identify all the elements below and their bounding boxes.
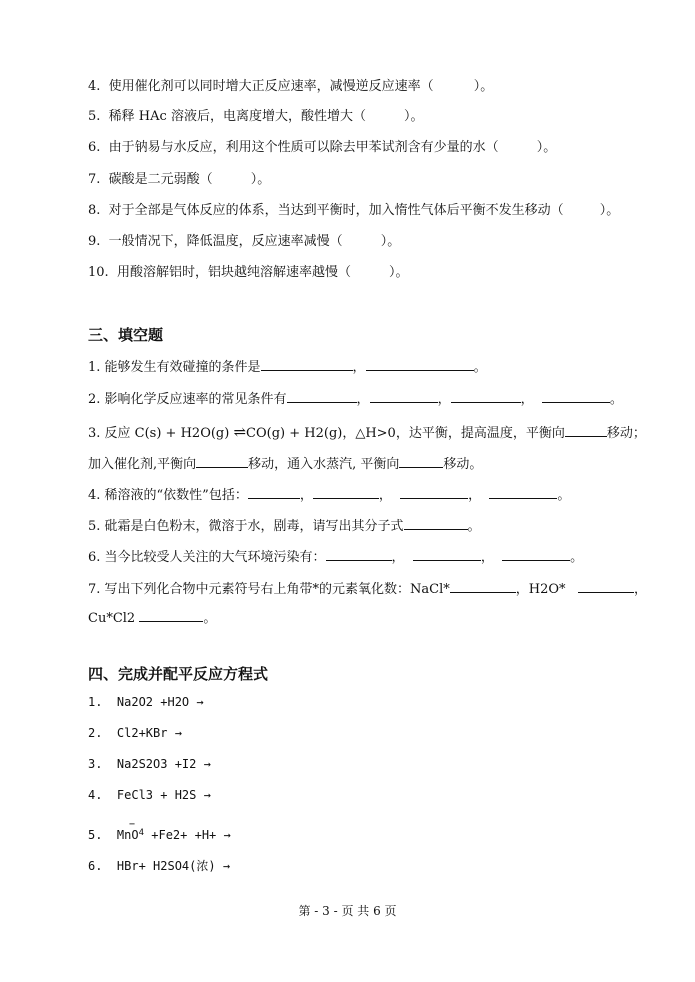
q-text: ， bbox=[299, 488, 313, 503]
judge-item-9 bbox=[88, 233, 400, 251]
answer-blank[interactable] bbox=[196, 455, 248, 468]
item-number: 3. bbox=[88, 757, 103, 771]
q-text: 移动，通入水蒸汽, 平衡向 bbox=[248, 457, 400, 472]
q-text: 1. 能够发生有效碰撞的条件是 bbox=[88, 360, 261, 375]
answer-blank[interactable] bbox=[404, 517, 468, 530]
equation-text: HBr+ H2SO4(浓) → bbox=[116, 859, 231, 873]
q-text: 5. 砒霜是白色粉末，微溶于水，剧毒，请写出其分子式 bbox=[88, 519, 404, 534]
fill-q7 bbox=[88, 580, 647, 599]
q-text: ， bbox=[480, 550, 494, 565]
q-text: CO(g) + H2(g)，△H>0，达平衡，提高温度，平衡向 bbox=[246, 426, 565, 441]
q-text: 。 bbox=[609, 392, 623, 407]
q-text: ， bbox=[378, 488, 392, 503]
q-text: 加入催化剂,平衡向 bbox=[88, 457, 197, 472]
item-text: 稀释 HAc 溶液后，电离度增大，酸性增大（ bbox=[108, 109, 366, 124]
q-text: ，H2O* bbox=[515, 582, 566, 597]
judge-item-10 bbox=[88, 264, 408, 282]
q-text: Cu*Cl2 bbox=[88, 611, 136, 626]
q-text: 7. 写出下列化合物中元素符号右上角带*的元素氧化数：NaCl* bbox=[88, 582, 450, 597]
section-title: 四、完成并配平反应方程式 bbox=[88, 665, 269, 683]
equation-text: Cl2+KBr → bbox=[116, 726, 182, 740]
item-number: 9. bbox=[88, 234, 101, 249]
fill-q5 bbox=[88, 517, 481, 536]
equation-text: MnO bbox=[116, 828, 139, 842]
answer-blank[interactable] bbox=[139, 609, 203, 622]
item-number: 10. bbox=[88, 265, 109, 280]
item-number: 5. bbox=[88, 109, 101, 124]
item-text: 使用催化剂可以同时增大正反应速率，减慢逆反应速率（ bbox=[108, 79, 434, 94]
equation-3 bbox=[88, 755, 211, 773]
item-number: 5. bbox=[88, 828, 103, 842]
equation-text: Na2O2 +H2O → bbox=[116, 695, 204, 709]
answer-blank[interactable] bbox=[313, 486, 379, 499]
equation-text: Na2S2O3 +I2 → bbox=[116, 757, 211, 771]
answer-blank[interactable] bbox=[450, 580, 516, 593]
item-number: 8. bbox=[88, 203, 101, 218]
answer-blank[interactable] bbox=[370, 390, 438, 403]
item-number: 6. bbox=[88, 140, 101, 155]
item-number: 1. bbox=[88, 695, 103, 709]
item-number: 2. bbox=[88, 726, 103, 740]
item-number: 4. bbox=[88, 788, 103, 802]
equation-2 bbox=[88, 724, 182, 742]
equilibrium-arrow-icon: ⇌ bbox=[233, 423, 247, 441]
q-text: 。 bbox=[467, 519, 481, 534]
q-text: 移动。 bbox=[443, 457, 483, 472]
item-text: 用酸溶解铝时，铝块越纯溶解速率越慢（ bbox=[116, 265, 351, 280]
answer-blank[interactable] bbox=[261, 358, 353, 371]
equation-6 bbox=[88, 857, 230, 875]
item-text: 对于全部是气体反应的体系，当达到平衡时，加入惰性气体后平衡不发生移动（ bbox=[108, 203, 564, 218]
q-text: ， bbox=[468, 488, 482, 503]
page-footer: 第 - 3 - 页 共 6 页 bbox=[298, 904, 397, 918]
q-text: ， bbox=[633, 582, 647, 597]
equation-4 bbox=[88, 786, 211, 804]
fill-q4 bbox=[88, 486, 570, 505]
subscript: 4 bbox=[138, 828, 145, 838]
answer-blank[interactable] bbox=[565, 424, 607, 437]
item-end: ）。 bbox=[473, 79, 494, 94]
section-title: 三、填空题 bbox=[88, 326, 164, 344]
item-text: 一般情况下，降低温度，反应速率减慢（ bbox=[108, 234, 343, 249]
answer-blank[interactable] bbox=[400, 486, 468, 499]
answer-blank[interactable] bbox=[326, 548, 392, 561]
equation-1 bbox=[88, 693, 204, 711]
q-text: 2. 影响化学反应速率的常见条件有 bbox=[88, 392, 287, 407]
answer-blank[interactable] bbox=[366, 358, 474, 371]
item-end: ）。 bbox=[388, 265, 409, 280]
fill-q3 bbox=[88, 423, 646, 443]
item-end: ）。 bbox=[599, 203, 620, 218]
equation-5 bbox=[88, 826, 231, 846]
judge-item-8 bbox=[88, 202, 619, 220]
item-end: ）。 bbox=[403, 109, 424, 124]
q-text: 移动； bbox=[606, 426, 646, 441]
item-text: 由于钠易与水反应，利用这个性质可以除去甲苯试剂含有少量的水（ bbox=[108, 140, 499, 155]
q-text: ， bbox=[356, 392, 370, 407]
judge-item-4 bbox=[88, 78, 493, 96]
answer-blank[interactable] bbox=[502, 548, 570, 561]
q-text: 4. 稀溶液的“依数性”包括： bbox=[88, 488, 248, 503]
q-text: ， bbox=[437, 392, 451, 407]
q-text: 。 bbox=[570, 550, 584, 565]
fill-q1 bbox=[88, 358, 487, 377]
answer-blank[interactable] bbox=[578, 580, 634, 593]
item-number: 7. bbox=[88, 172, 101, 187]
answer-blank[interactable] bbox=[451, 390, 521, 403]
item-end: ）。 bbox=[536, 140, 557, 155]
equation-text: FeCl3 + H2S → bbox=[116, 788, 211, 802]
answer-blank[interactable] bbox=[287, 390, 357, 403]
q-text: 6. 当今比较受人关注的大气环境污染有： bbox=[88, 550, 326, 565]
answer-blank[interactable] bbox=[542, 390, 610, 403]
q-text: 。 bbox=[203, 611, 217, 626]
q-text: ， bbox=[391, 550, 405, 565]
judge-item-7 bbox=[88, 171, 270, 189]
fill-q3-cont bbox=[88, 455, 482, 474]
q-text: ， bbox=[520, 392, 534, 407]
overline-mark: − bbox=[129, 819, 136, 830]
judge-item-6 bbox=[88, 139, 556, 157]
q-text: 3. 反应 C(s) + H2O(g) bbox=[88, 426, 234, 441]
judge-item-5 bbox=[88, 108, 423, 126]
q-text: 。 bbox=[473, 360, 487, 375]
item-end: ）。 bbox=[250, 172, 271, 187]
q-text: ， bbox=[352, 360, 366, 375]
item-number: 6. bbox=[88, 859, 103, 873]
item-end: ）。 bbox=[380, 234, 401, 249]
q-text: 。 bbox=[557, 488, 571, 503]
answer-blank[interactable] bbox=[489, 486, 557, 499]
item-number: 4. bbox=[88, 79, 101, 94]
equation-text: +Fe2+ +H+ → bbox=[151, 828, 231, 842]
item-text: 碳酸是二元弱酸（ bbox=[108, 172, 213, 187]
answer-blank[interactable] bbox=[248, 486, 300, 499]
answer-blank[interactable] bbox=[399, 455, 443, 468]
answer-blank[interactable] bbox=[413, 548, 481, 561]
fill-q6 bbox=[88, 548, 583, 567]
fill-q7-cont bbox=[88, 609, 216, 628]
fill-q2 bbox=[88, 390, 623, 409]
